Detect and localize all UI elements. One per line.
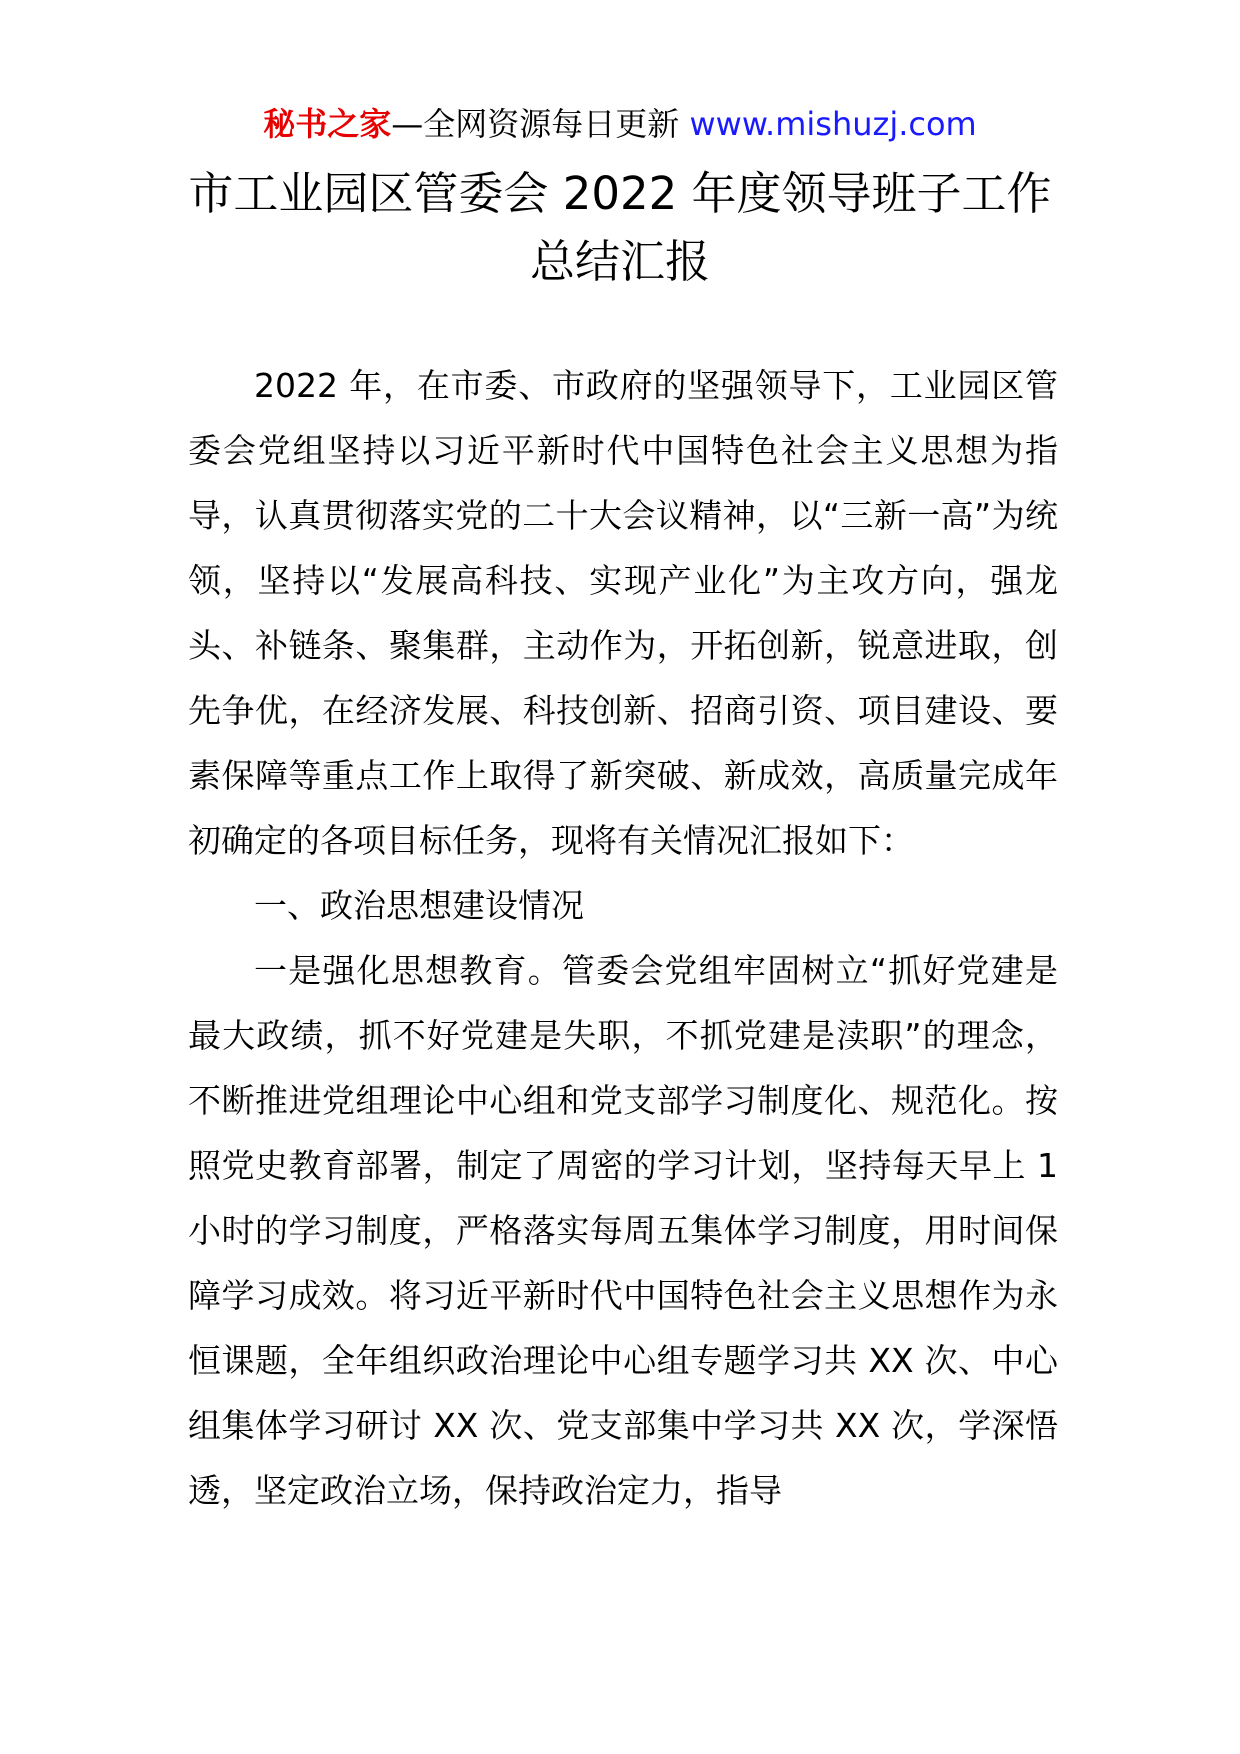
- document-title: [150, 160, 1090, 296]
- header-tagline: —全网资源每日更新: [391, 105, 690, 143]
- intro-paragraph: 2022 年，在市委、市政府的坚强领导下，工业园区管委会党组坚持以习近平新时代中国特色社会主义思想为指导，认真贯彻落实党的二十大会议精神，以“三新一高”为统领，坚持以“发展高科技、实现产业化”为主攻方向，强龙头、补链条、聚集群，主动作为，开拓创新，锐意进取，创先争优，在经济发展、科技创新、招商引资、项目建设、要素保障等重点工作上取得了新突破、新成效，高质量完成年初确定的各项目标任务，现将有关情况汇报如下：: [188, 366, 1058, 860]
- title-line-1: 市工业园区管委会 2022 年度领导班子工作: [188, 167, 1052, 220]
- site-url[interactable]: www.mishuzj.com: [689, 105, 977, 143]
- title-line-2: 总结汇报: [529, 235, 710, 288]
- brand-name: 秘书之家: [263, 105, 392, 143]
- section-heading: 一、政治思想建设情况: [254, 886, 584, 925]
- site-header: [0, 102, 1240, 146]
- document-body: [188, 353, 1058, 1523]
- body-paragraph: 一是强化思想教育。管委会党组牢固树立“抓好党建是最大政绩，抓不好党建是失职，不抓党建是渎职”的理念，不断推进党组理论中心组和党支部学习制度化、规范化。按照党史教育部署，制定了周密的学习计划，坚持每天早上 1 小时的学习制度，严格落实每周五集体学习制度，用时间保障学习成效。将习近平新时代中国特色社会主义思想作为永恒课题，全年组织政治理论中心组专题学习共 XX 次、中心组集体学习研讨 XX 次、党支部集中学习共 XX 次，学深悟透，坚定政治立场，保持政治定力，指导: [188, 951, 1058, 1510]
